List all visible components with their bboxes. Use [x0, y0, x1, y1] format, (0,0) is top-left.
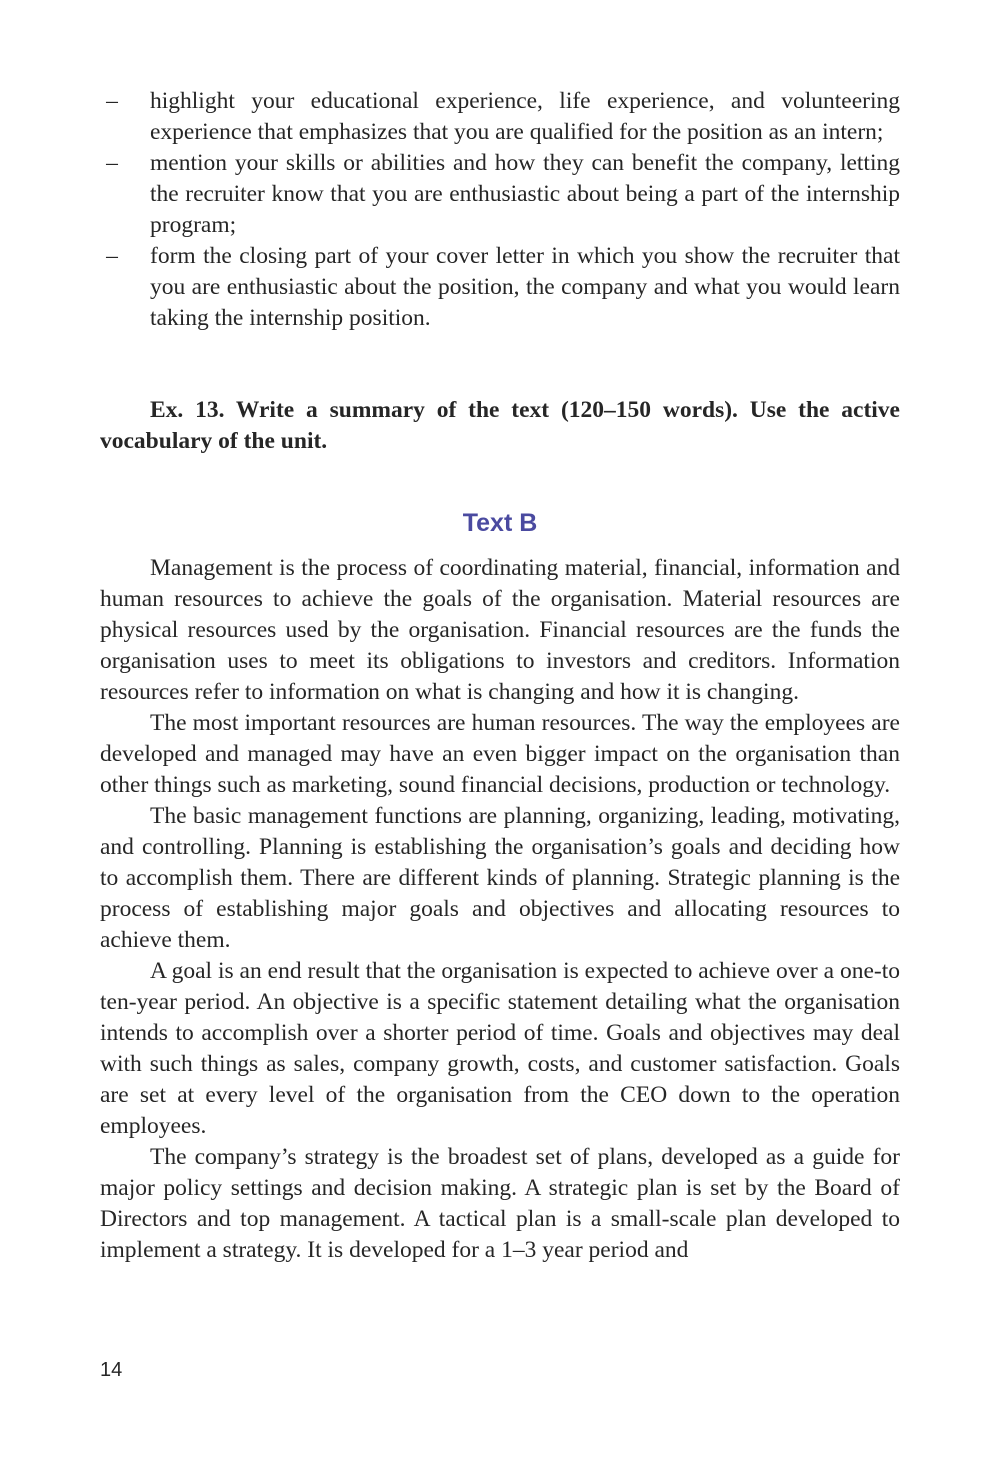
body-text [100, 553, 900, 1266]
bullet-text: mention your skills or abilities and how they can benefit the company, letting the recruiter know that you are enthusiastic about being a part of the internship program; [150, 150, 900, 238]
bullet-dash: – [106, 150, 118, 176]
paragraph: A goal is an end result that the organisation is expected to achieve over a one-to ten-year period. An objective is a specific statement detailing what the organisation intends to accomplish over a shorter period of time. Goals and objectives may deal with such things as sales, company growth, costs, and customer satisfaction. Goals are set at every level of the organisation from the CEO down to the operation employees. [100, 958, 900, 1139]
page-number: 14 [100, 1359, 123, 1381]
paragraph: The basic management functions are planning, organizing, leading, motivating, and controlling. Planning is establishing the organisation’s goals and deciding how to accomplish them. There are different kinds of planning. Strategic planning is the process of establishing major goals and objectives and allocating resources to achieve them. [100, 803, 900, 953]
list-item [100, 148, 900, 241]
exercise-instruction: Ex. 13. Write a summary of the text (120–150 words). Use the active vocabulary of the unit. [100, 397, 900, 454]
bullet-text: highlight your educational experience, life experience, and volunteering experience that emphasizes that you are qualified for the position as an intern; [150, 88, 900, 145]
bullet-list [100, 86, 900, 334]
paragraph: The company’s strategy is the broadest set of plans, developed as a guide for major policy settings and decision making. A strategic plan is set by the Board of Directors and top management. A tactical plan is a small-scale plan developed to implement a strategy. It is developed for a 1–3 year period and [100, 1144, 900, 1263]
bullet-text: form the closing part of your cover letter in which you show the recruiter that you are enthusiastic about the position, the company and what you would learn taking the internship position. [150, 243, 900, 331]
paragraph: The most important resources are human resources. The way the employees are developed and managed may have an even bigger impact on the organisation than other things such as marketing, sound financial decisions, production or technology. [100, 710, 900, 798]
section-title: Text B [462, 509, 538, 537]
paragraph: Management is the process of coordinating material, financial, information and human resources to achieve the goals of the organisation. Material resources are physical resources used by the organisation. Financial resources are the funds the organisation uses to meet its obligations to investors and creditors. Information resources refer to information on what is changing and how it is changing. [100, 555, 900, 705]
list-item [100, 241, 900, 334]
list-item [100, 86, 900, 148]
bullet-dash: – [106, 243, 118, 269]
bullet-dash: – [106, 88, 118, 114]
